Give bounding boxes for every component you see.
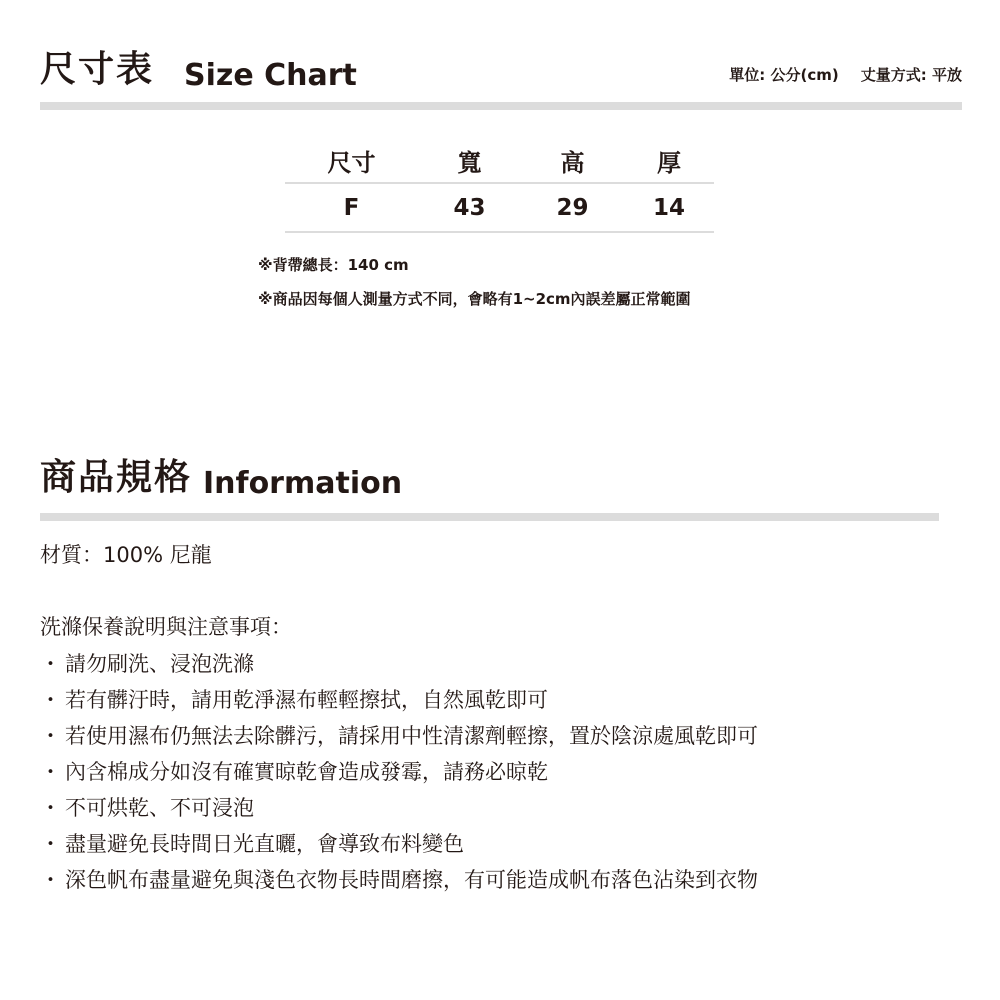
- bullet-icon: ・: [40, 832, 61, 856]
- care-item-text: 深色帆布盡量避免與淺色衣物長時間磨擦，有可能造成帆布落色沾染到衣物: [65, 868, 758, 892]
- size-chart-divider: [40, 102, 962, 110]
- care-item-text: 若有髒汙時，請用乾淨濕布輕輕擦拭，自然風乾即可: [65, 688, 548, 712]
- list-item: [40, 682, 758, 718]
- bullet-icon: ・: [40, 796, 61, 820]
- care-item-text: 不可烘乾、不可浸泡: [65, 796, 254, 820]
- bullet-icon: ・: [40, 652, 61, 676]
- care-item-text: 請勿刷洗、浸泡洗滌: [65, 652, 254, 676]
- care-instructions-list: [40, 646, 758, 898]
- measure-method-label: 丈量方式: 平放: [860, 66, 962, 84]
- column-header-depth: 厚: [624, 138, 714, 183]
- care-item-text: 盡量避免長時間日光直曬，會導致布料變色: [65, 832, 464, 856]
- list-item: [40, 826, 758, 862]
- information-divider: [40, 513, 939, 521]
- information-title-en: Information: [203, 466, 403, 501]
- information-header: [40, 456, 940, 504]
- information-title-zh: 商品規格: [40, 457, 193, 498]
- size-chart-title-zh: 尺寸表: [40, 49, 155, 90]
- bullet-icon: ・: [40, 688, 61, 712]
- unit-label: 單位: 公分(cm): [729, 66, 839, 84]
- cell-height: 29: [521, 183, 624, 232]
- size-chart-header: [40, 48, 962, 96]
- table-row: [285, 183, 714, 232]
- cell-depth: 14: [624, 183, 714, 232]
- note-strap-length: ※背帶總長：140 cm: [258, 256, 409, 274]
- list-item: [40, 754, 758, 790]
- size-chart-meta: [729, 64, 962, 86]
- bullet-icon: ・: [40, 724, 61, 748]
- material-text: 材質：100% 尼龍: [40, 543, 212, 567]
- bullet-icon: ・: [40, 760, 61, 784]
- bullet-icon: ・: [40, 868, 61, 892]
- column-header-width: 寬: [418, 138, 521, 183]
- size-table: [285, 138, 714, 233]
- list-item: [40, 862, 758, 898]
- column-header-height: 高: [521, 138, 624, 183]
- column-header-size: 尺寸: [285, 138, 418, 183]
- list-item: [40, 790, 758, 826]
- cell-width: 43: [418, 183, 521, 232]
- list-item: [40, 646, 758, 682]
- care-item-text: 若使用濕布仍無法去除髒污，請採用中性清潔劑輕擦，置於陰涼處風乾即可: [65, 724, 758, 748]
- size-chart-title-en: Size Chart: [184, 58, 357, 93]
- size-table-header-row: [285, 138, 714, 183]
- cell-size: F: [285, 183, 418, 232]
- care-item-text: 內含棉成分如沒有確實晾乾會造成發霉，請務必晾乾: [65, 760, 548, 784]
- note-measurement-tolerance: ※商品因每個人測量方式不同，會略有1~2cm內誤差屬正常範圍: [258, 290, 691, 308]
- list-item: [40, 718, 758, 754]
- care-instructions-title: 洗滌保養說明與注意事項：: [40, 615, 292, 639]
